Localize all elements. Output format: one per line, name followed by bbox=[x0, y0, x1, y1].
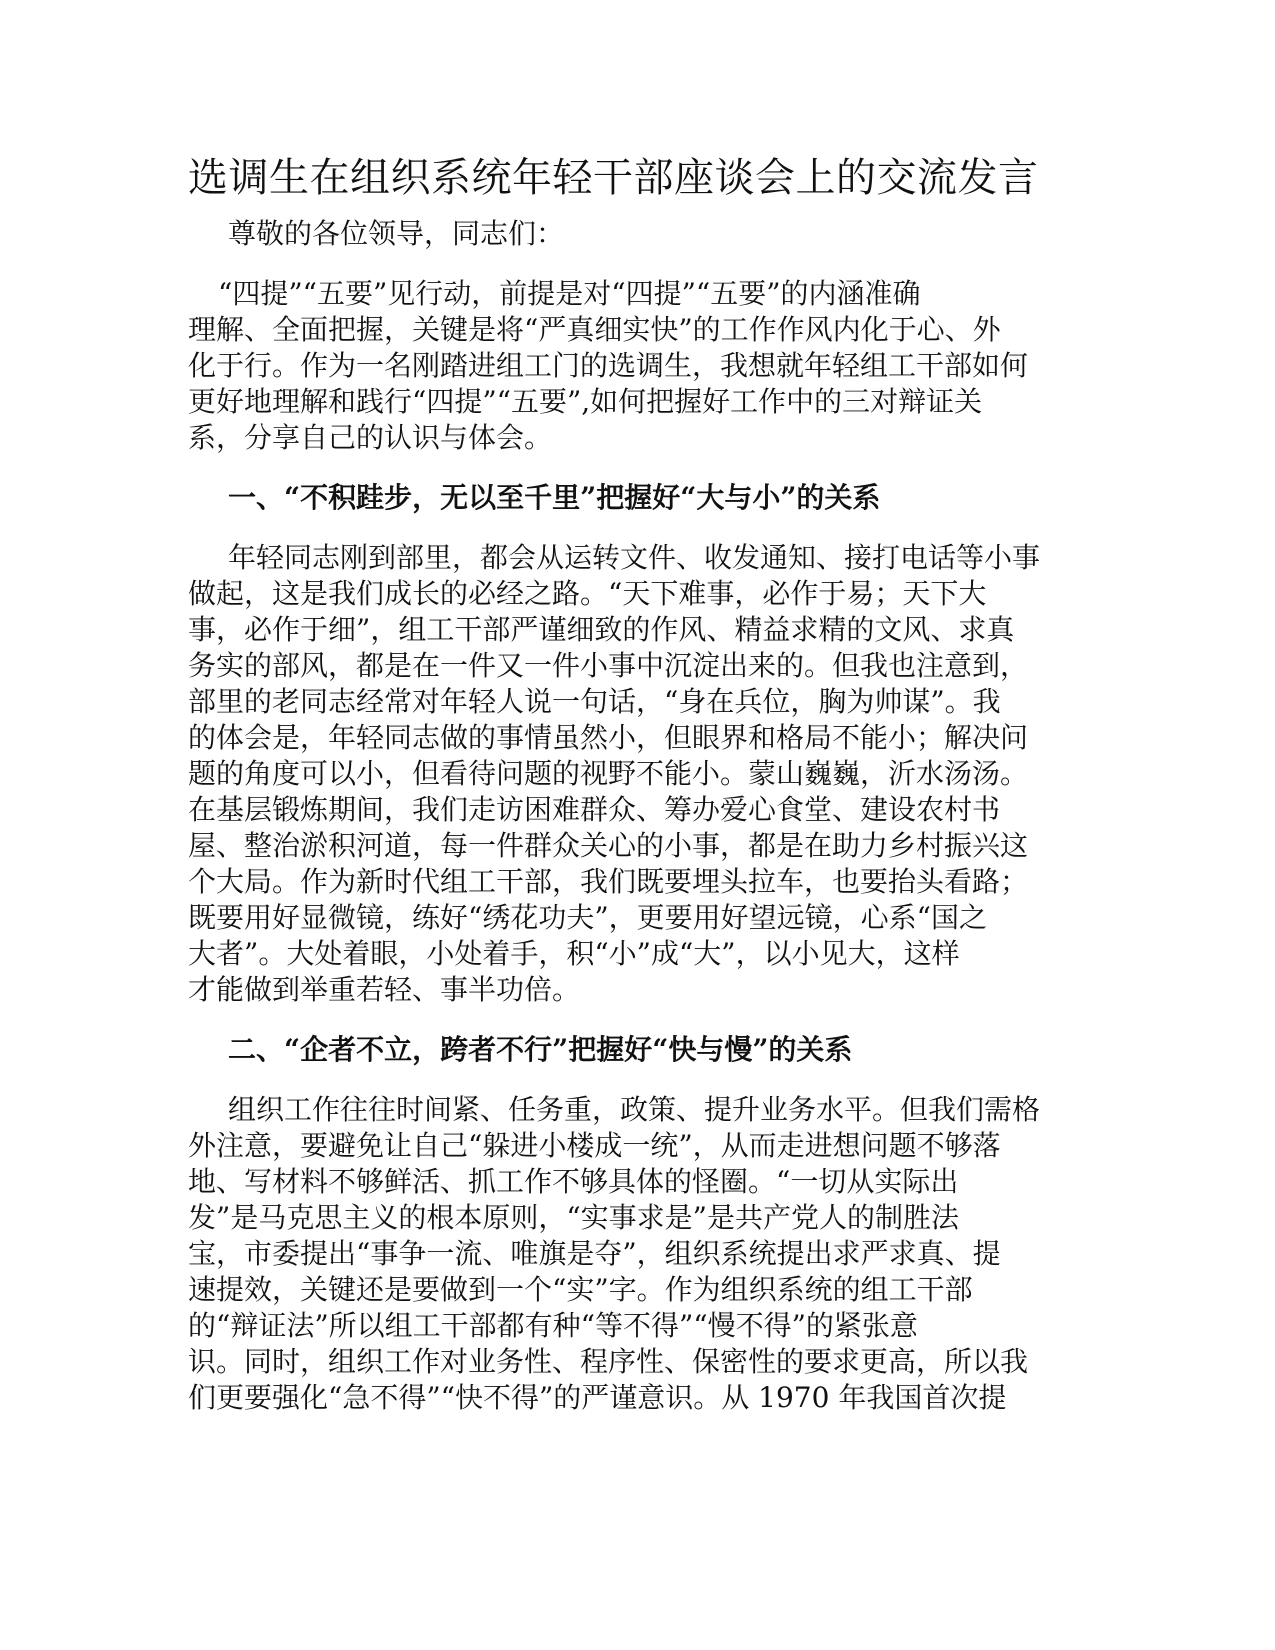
section-2-line-8: 识。同时，组织工作对业务性、程序性、保密性的要求更高，所以我 bbox=[188, 1345, 1029, 1378]
intro-line-2: 理解、全面把握，关键是将“严真细实快”的工作作风内化于心、外 bbox=[188, 313, 1001, 346]
intro-line-5: 系，分享自己的认识与体会。 bbox=[188, 421, 553, 454]
greeting: 尊敬的各位领导，同志们： bbox=[228, 217, 565, 250]
section-2-line-2: 外注意，要避免让自己“躲进小楼成一统”，从而走进想问题不够落 bbox=[188, 1129, 1001, 1162]
intro-line-4: 更好地理解和践行“四提”“五要”,如何把握好工作中的三对辩证关 bbox=[188, 385, 983, 418]
section-1-line-9: 屋、整治淤积河道，每一件群众关心的小事，都是在助力乡村振兴这 bbox=[188, 829, 1029, 862]
section-2-line-9: 们更要强化“急不得”“快不得”的严谨意识。从 1970 年我国首次提 bbox=[188, 1381, 1007, 1414]
section-2-line-4: 发”是马克思主义的根本原则，“实事求是”是共产党人的制胜法 bbox=[188, 1201, 959, 1234]
section-2-heading: 二、“企者不立，跨者不行”把握好“快与慢”的关系 bbox=[228, 1033, 853, 1066]
section-1-line-1: 年轻同志刚到部里，都会从运转文件、收发通知、接打电话等小事 bbox=[228, 541, 1041, 574]
section-2-line-1: 组织工作往往时间紧、任务重，政策、提升业务水平。但我们需格 bbox=[228, 1093, 1041, 1126]
section-2-line-7: 的“辩证法”所以组工干部都有种“等不得”“慢不得”的紧张意 bbox=[188, 1309, 918, 1342]
section-1-line-11: 既要用好显微镜，练好“绣花功夫”，更要用好望远镜，心系“国之 bbox=[188, 901, 987, 934]
section-1-line-8: 在基层锻炼期间，我们走访困难群众、筹办爱心食堂、建设农村书 bbox=[188, 793, 1001, 826]
intro-line-3: 化于行。作为一名刚踏进组工门的选调生，我想就年轻组工干部如何 bbox=[188, 349, 1029, 382]
section-2-line-3: 地、写材料不够鲜活、抓工作不够具体的怪圈。“一切从实际出 bbox=[188, 1165, 959, 1198]
page-title: 选调生在组织系统年轻干部座谈会上的交流发言 bbox=[188, 155, 1039, 201]
section-2-line-5: 宝，市委提出“事争一流、唯旗是夺”，组织系统提出求严求真、提 bbox=[188, 1237, 1001, 1270]
section-1-line-5: 部里的老同志经常对年轻人说一句话，“身在兵位，胸为帅谋”。我 bbox=[188, 685, 1001, 718]
section-1-line-3: 事，必作于细”，组工干部严谨细致的作风、精益求精的文风、求真 bbox=[188, 613, 1015, 646]
section-1-line-7: 题的角度可以小，但看待问题的视野不能小。蒙山巍巍，沂水汤汤。 bbox=[188, 757, 1029, 790]
section-1-heading: 一、“不积跬步，无以至千里”把握好“大与小”的关系 bbox=[228, 481, 881, 514]
section-1-line-6: 的体会是，年轻同志做的事情虽然小，但眼界和格局不能小；解决问 bbox=[188, 721, 1029, 754]
section-1-line-12: 大者”。大处着眼，小处着手，积“小”成“大”，以小见大，这样 bbox=[188, 937, 960, 970]
section-1-line-10: 个大局。作为新时代组工干部，我们既要埋头拉车，也要抬头看路； bbox=[188, 865, 1029, 898]
section-1-line-4: 务实的部风，都是在一件又一件小事中沉淀出来的。但我也注意到， bbox=[188, 649, 1029, 682]
section-1-line-2: 做起，这是我们成长的必经之路。“天下难事，必作于易；天下大 bbox=[188, 577, 987, 610]
section-1-line-13: 才能做到举重若轻、事半功倍。 bbox=[188, 973, 581, 1006]
intro-line-1: “四提”“五要”见行动，前提是对“四提”“五要”的内涵准确 bbox=[218, 277, 921, 310]
section-2-line-6: 速提效，关键还是要做到一个“实”字。作为组织系统的组工干部 bbox=[188, 1273, 973, 1306]
